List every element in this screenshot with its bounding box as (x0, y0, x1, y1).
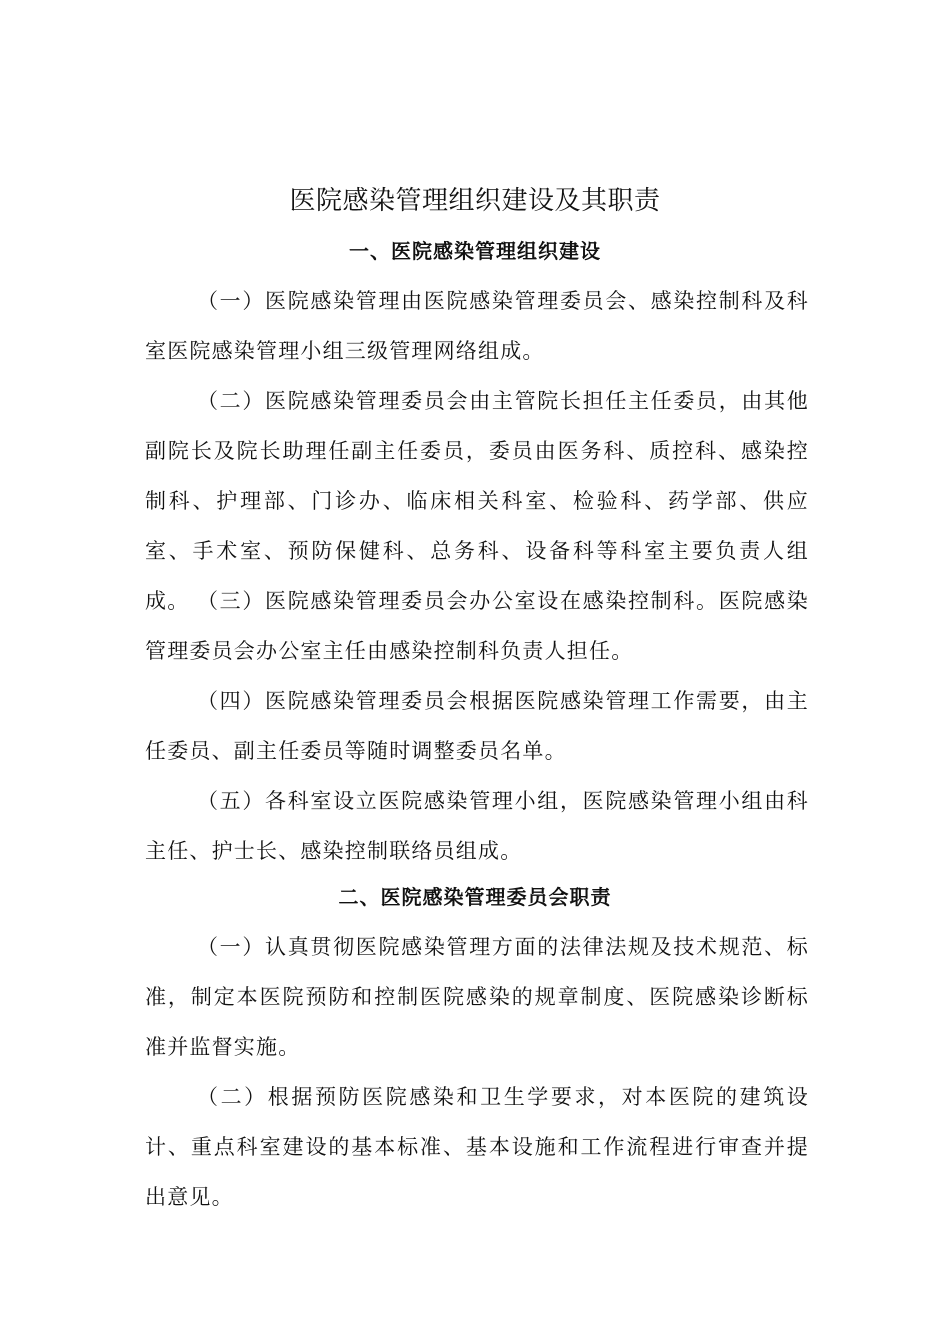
paragraph: （五）各科室设立医院感染管理小组，医院感染管理小组由科主任、护士长、感染控制联络员组成。 (145, 789, 809, 863)
paragraph: （二）根据预防医院感染和卫生学要求，对本医院的建筑设计、重点科室建设的基本标准、基本设施和工作流程进行审查并提出意见。 (145, 1085, 809, 1209)
section-heading-organization: 一、医院感染管理组织建设 (349, 239, 601, 263)
document-title: 医院感染管理组织建设及其职责 (289, 186, 661, 216)
section-heading-committee-duties: 二、医院感染管理委员会职责 (338, 885, 612, 909)
paragraph: （四）医院感染管理委员会根据医院感染管理工作需要，由主任委员、副主任委员等随时调整委员名单。 (145, 689, 809, 763)
paragraph: （一）医院感染管理由医院感染管理委员会、感染控制科及科室医院感染管理小组三级管理网络组成。 (145, 289, 809, 363)
paragraph: （一）认真贯彻医院感染管理方面的法律法规及技术规范、标准，制定本医院预防和控制医院感染的规章制度、医院感染诊断标准并监督实施。 (145, 935, 809, 1059)
paragraph: （二）医院感染管理委员会由主管院长担任主任委员，由其他副院长及院长助理任副主任委员，委员由医务科、质控科、感染控制科、护理部、门诊办、临床相关科室、检验科、药学部、供应室、手术室、预防保健科、总务科、设备科等科室主要负责人组成。 (145, 389, 809, 613)
paragraph: （三）医院感染管理委员会办公室设在感染控制科。医院感染管理委员会办公室主任由感染控制科负责人担任。 (145, 589, 809, 663)
